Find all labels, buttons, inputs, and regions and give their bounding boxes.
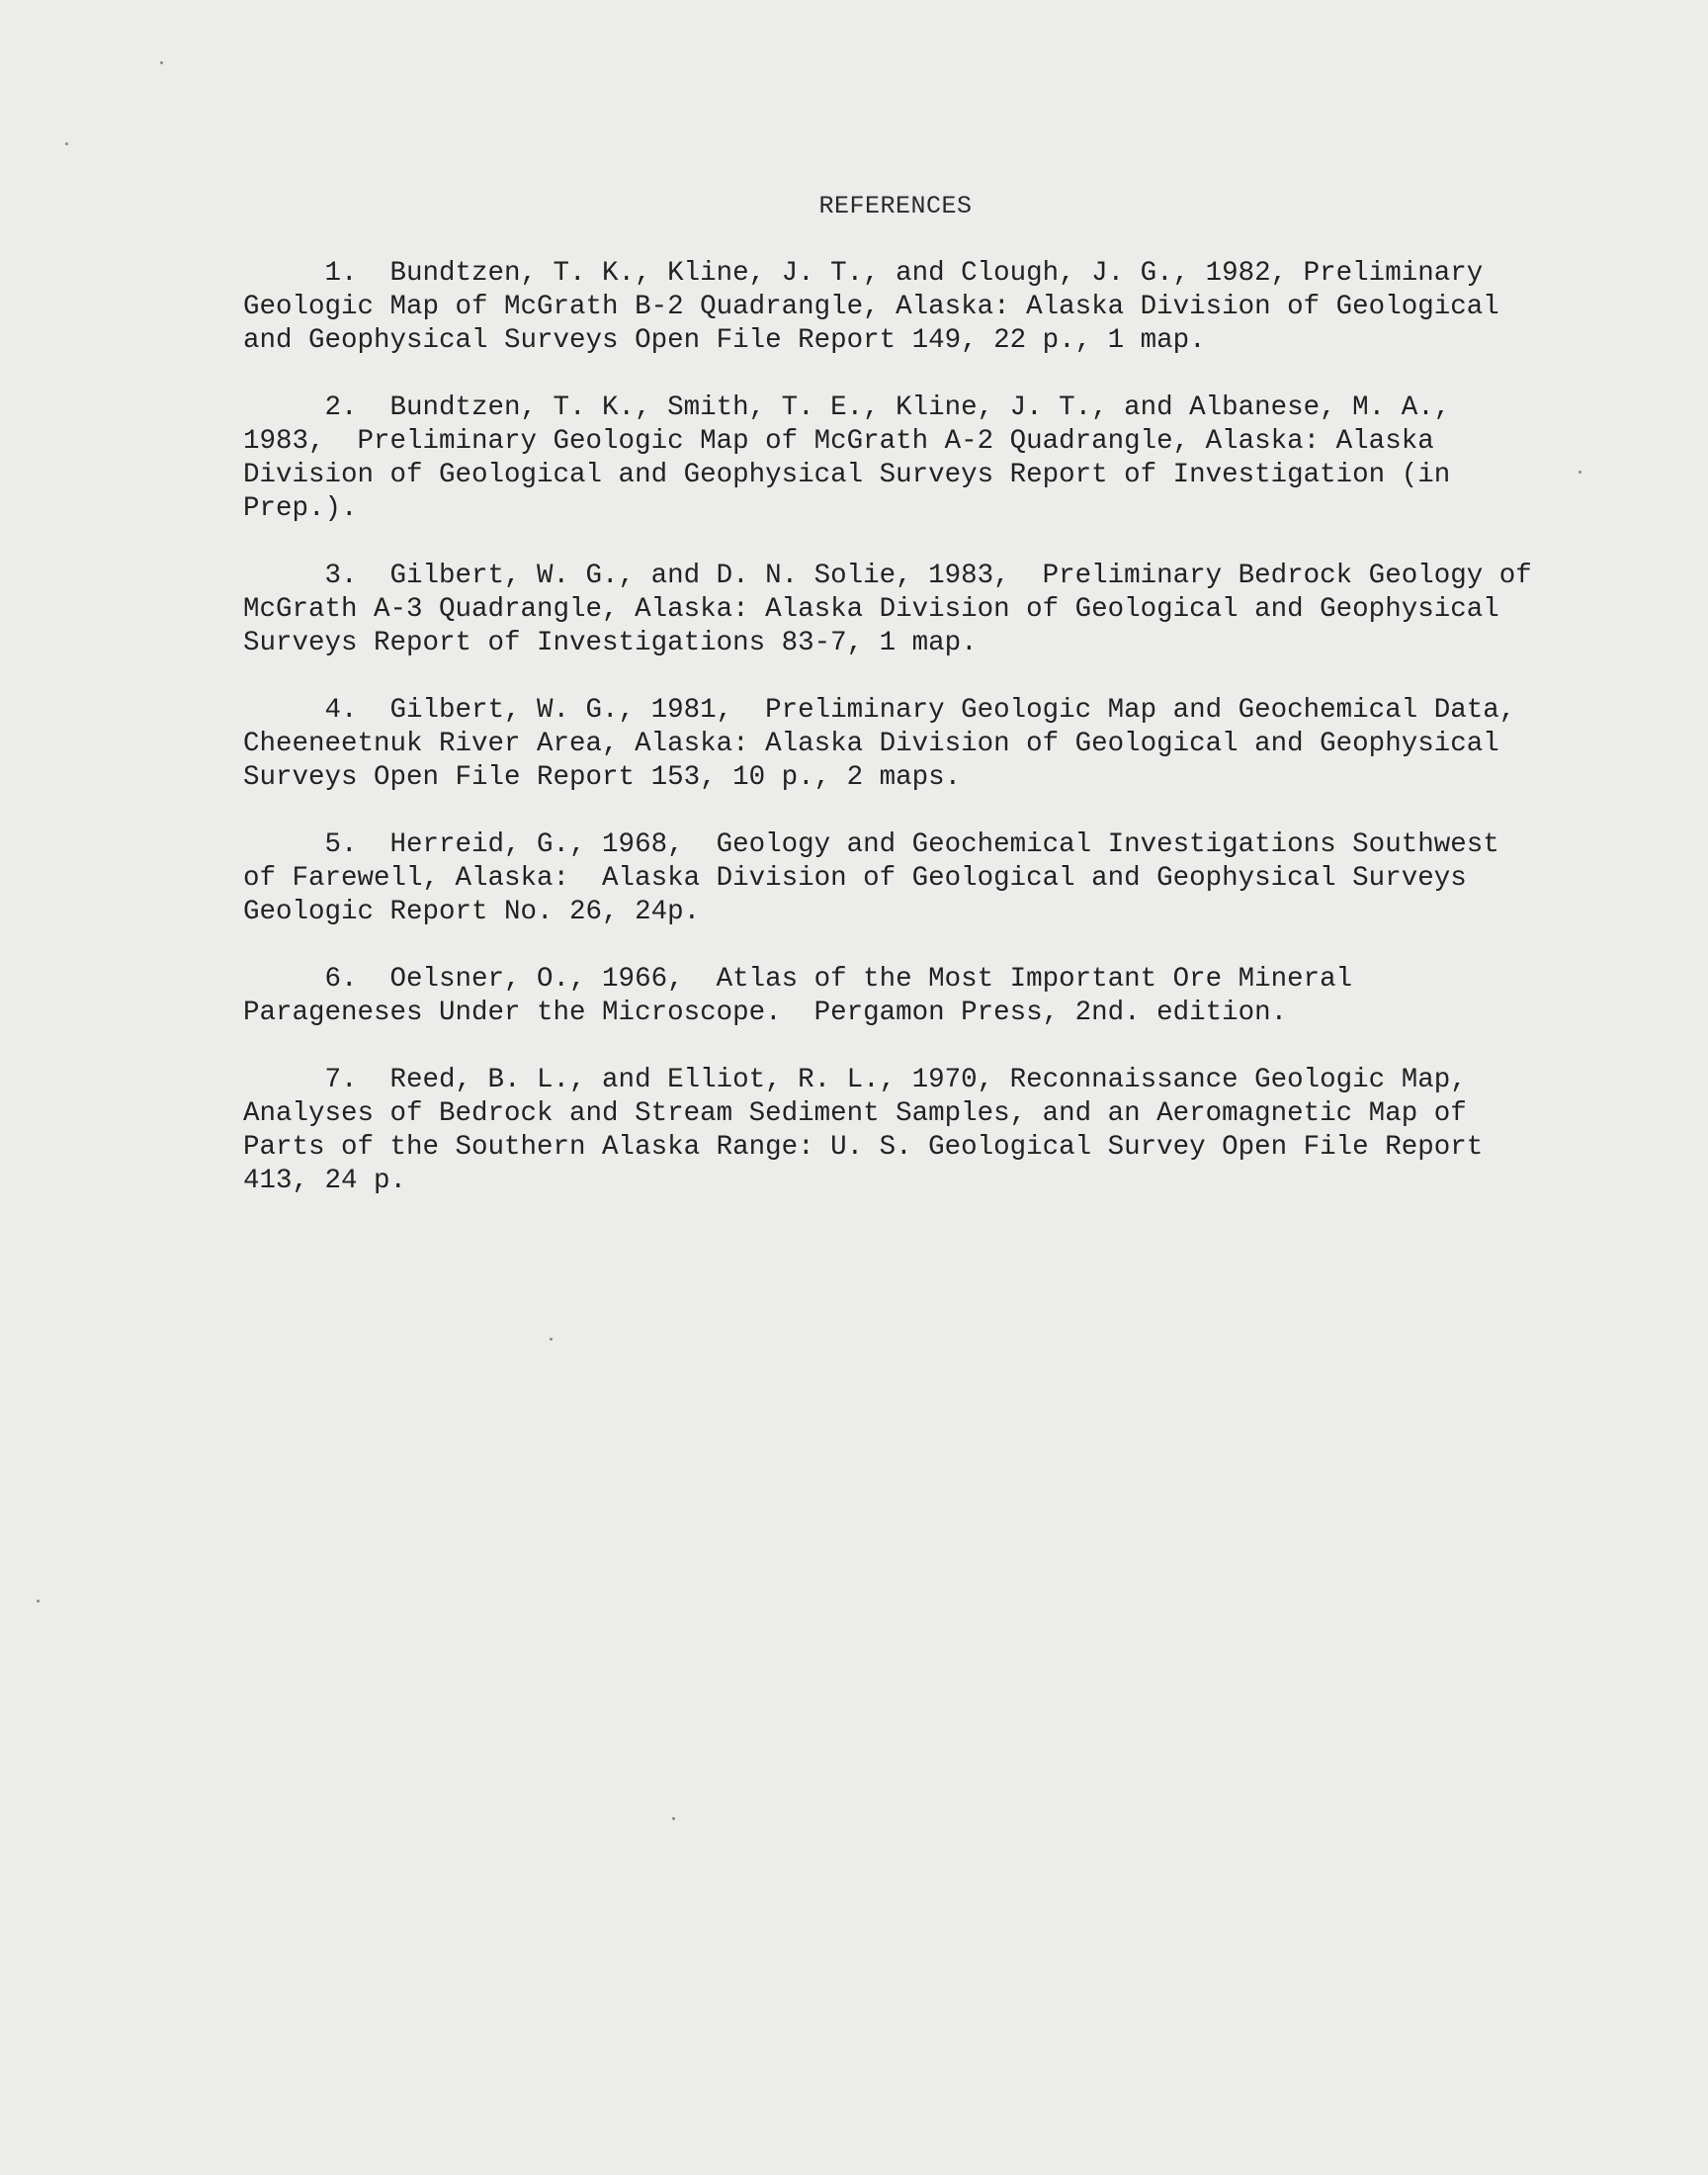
reference-line: 1983, Preliminary Geologic Map of McGrath A-2 Quadrangle, Alaska: Alaska xyxy=(243,426,1434,457)
reference-line: 413, 24 p. xyxy=(243,1166,407,1196)
reference-line: 4. Gilbert, W. G., 1981, Preliminary Geologic Map and Geochemical Data, xyxy=(243,695,1516,726)
reference-6 xyxy=(243,963,1558,1030)
reference-line: 1. Bundtzen, T. K., Kline, J. T., and Clough, J. G., 1982, Preliminary xyxy=(243,258,1484,289)
reference-7 xyxy=(243,1064,1558,1198)
reference-line: Cheeneetnuk River Area, Alaska: Alaska Division of Geological and Geophysical xyxy=(243,729,1499,759)
reference-4 xyxy=(243,694,1558,795)
reference-line: Geologic Report No. 26, 24p. xyxy=(243,897,701,927)
reference-line: Geologic Map of McGrath B-2 Quadrangle, Alaska: Alaska Division of Geological xyxy=(243,292,1499,322)
paper-speck xyxy=(160,61,163,64)
paper-speck xyxy=(37,1600,40,1603)
reference-line: Prep.). xyxy=(243,493,358,524)
reference-1 xyxy=(243,257,1558,358)
reference-line: Parageneses Under the Microscope. Pergamon Press, 2nd. edition. xyxy=(243,998,1288,1028)
paper-speck xyxy=(65,142,68,145)
paper-speck xyxy=(1579,471,1581,474)
reference-3 xyxy=(243,560,1558,660)
reference-2 xyxy=(243,392,1558,526)
reference-line: 2. Bundtzen, T. K., Smith, T. E., Kline, J. T., and Albanese, M. A., xyxy=(243,392,1451,423)
reference-line: McGrath A-3 Quadrangle, Alaska: Alaska Division of Geological and Geophysical xyxy=(243,594,1499,625)
references-list xyxy=(243,257,1558,1232)
reference-line: Surveys Report of Investigations 83-7, 1 map. xyxy=(243,628,978,658)
reference-line: of Farewell, Alaska: Alaska Division of Geological and Geophysical Surveys xyxy=(243,863,1467,894)
reference-line: 6. Oelsner, O., 1966, Atlas of the Most Important Ore Mineral xyxy=(243,964,1353,995)
paper-speck xyxy=(550,1338,553,1341)
reference-line: Analyses of Bedrock and Stream Sediment Samples, and an Aeromagnetic Map of xyxy=(243,1098,1467,1129)
reference-5 xyxy=(243,828,1558,929)
reference-line: and Geophysical Surveys Open File Report 149, 22 p., 1 map. xyxy=(243,325,1206,356)
references-heading: REFERENCES xyxy=(818,192,973,220)
paper-speck xyxy=(672,1817,675,1820)
reference-line: Parts of the Southern Alaska Range: U. S. Geological Survey Open File Report xyxy=(243,1132,1484,1163)
reference-line: 7. Reed, B. L., and Elliot, R. L., 1970, Reconnaissance Geologic Map, xyxy=(243,1065,1467,1095)
reference-line: Surveys Open File Report 153, 10 p., 2 maps. xyxy=(243,762,962,793)
reference-line: 3. Gilbert, W. G., and D. N. Solie, 1983, Preliminary Bedrock Geology of xyxy=(243,561,1532,591)
reference-line: Division of Geological and Geophysical Surveys Report of Investigation (in xyxy=(243,460,1451,490)
reference-line: 5. Herreid, G., 1968, Geology and Geochemical Investigations Southwest xyxy=(243,829,1499,860)
